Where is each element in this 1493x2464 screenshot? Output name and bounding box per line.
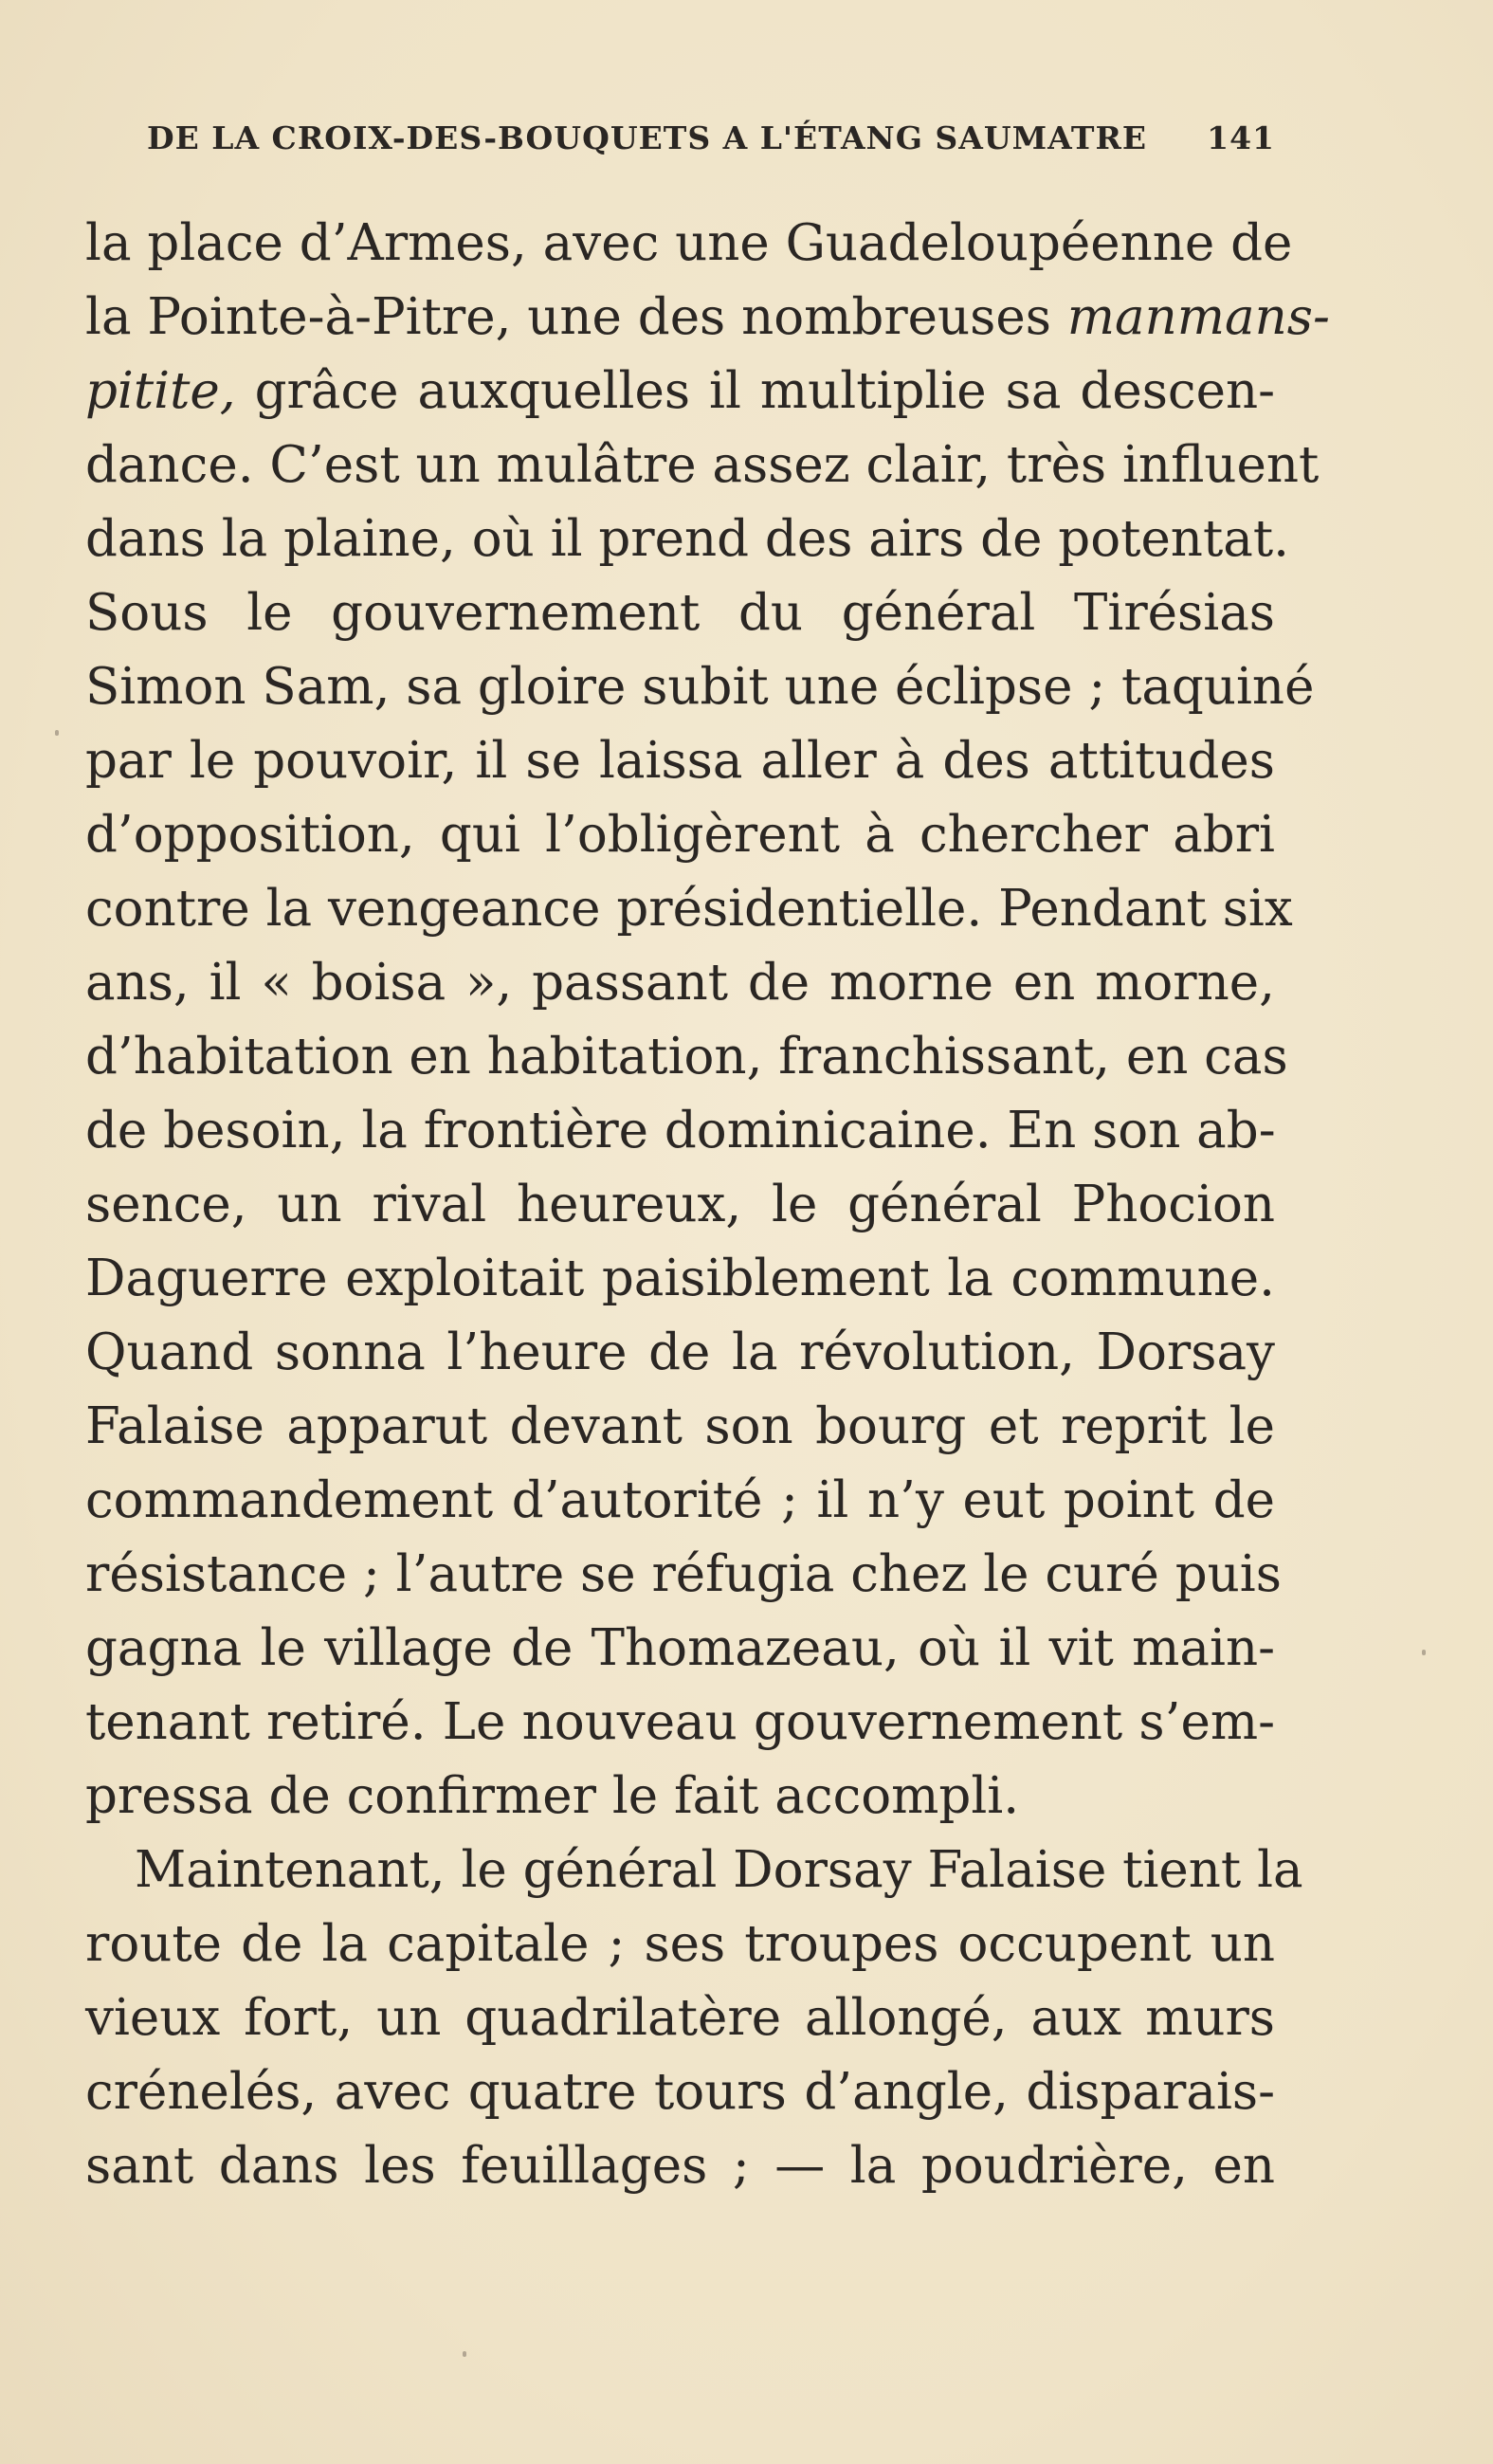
- text-line: vieux fort, un quadrilatère allongé, aux murs: [85, 1989, 1275, 2047]
- paper-speck: [55, 730, 59, 736]
- text-line: la place d’Armes, avec une Guadeloupéenne de: [85, 214, 1293, 272]
- text-line: crénelés, avec quatre tours d’angle, disparais-: [85, 2063, 1275, 2121]
- italic-word: pitite,: [85, 362, 236, 420]
- text-line: d’opposition, qui l’obligèrent à chercher abri: [85, 806, 1275, 864]
- text-line: par le pouvoir, il se laissa aller à des attitudes: [85, 732, 1275, 790]
- text-line: contre la vengeance présidentielle. Pendant six: [85, 880, 1293, 938]
- text-line: sant dans les feuillages ; — la poudrière, en: [85, 2137, 1275, 2195]
- text-line: de besoin, la frontière dominicaine. En son ab-: [85, 1102, 1276, 1159]
- line-segment: la Pointe-à-Pitre, une des nombreuses: [85, 288, 1051, 346]
- running-title: DE LA CROIX-DES-BOUQUETS A L'ÉTANG SAUMATRE: [147, 119, 1148, 156]
- page-number: 141: [1207, 119, 1275, 156]
- text-line: ans, il « boisa », passant de morne en morne,: [85, 954, 1275, 1012]
- italic-word: manmans-: [1066, 288, 1330, 346]
- line-segment: grâce auxquelles il multiplie sa descen-: [254, 362, 1275, 420]
- text-line: résistance ; l’autre se réfugia chez le curé puis: [85, 1545, 1282, 1603]
- text-line: tenant retiré. Le nouveau gouvernement s’em-: [85, 1693, 1275, 1751]
- text-line: dans la plaine, où il prend des airs de potentat.: [85, 510, 1289, 568]
- text-line: Falaise apparut devant son bourg et reprit le: [85, 1397, 1275, 1455]
- text-line: [85, 284, 1330, 351]
- paper-speck: [1422, 1650, 1426, 1655]
- text-line: Simon Sam, sa gloire subit une éclipse ; taquiné: [85, 658, 1315, 716]
- paragraph-start-line: Maintenant, le général Dorsay Falaise tient la: [135, 1841, 1303, 1899]
- text-line: d’habitation en habitation, franchissant, en cas: [85, 1028, 1288, 1086]
- text-line: gagna le village de Thomazeau, où il vit main-: [85, 1619, 1275, 1677]
- text-line: route de la capitale ; ses troupes occupent un: [85, 1915, 1275, 1973]
- text-line: pressa de confirmer le fait accompli.: [85, 1767, 1020, 1825]
- text-line: Daguerre exploitait paisiblement la commune.: [85, 1250, 1275, 1307]
- text-line: sence, un rival heureux, le général Phocion: [85, 1176, 1275, 1233]
- text-line: Quand sonna l’heure de la révolution, Dorsay: [85, 1323, 1275, 1381]
- text-line: [85, 358, 1275, 425]
- text-line: Sous le gouvernement du général Tirésias: [85, 584, 1275, 642]
- text-line: commandement d’autorité ; il n’y eut point de: [85, 1471, 1275, 1529]
- text-line: dance. C’est un mulâtre assez clair, très influent: [85, 436, 1320, 494]
- running-head: [147, 119, 1275, 167]
- paper-speck: [463, 2351, 466, 2357]
